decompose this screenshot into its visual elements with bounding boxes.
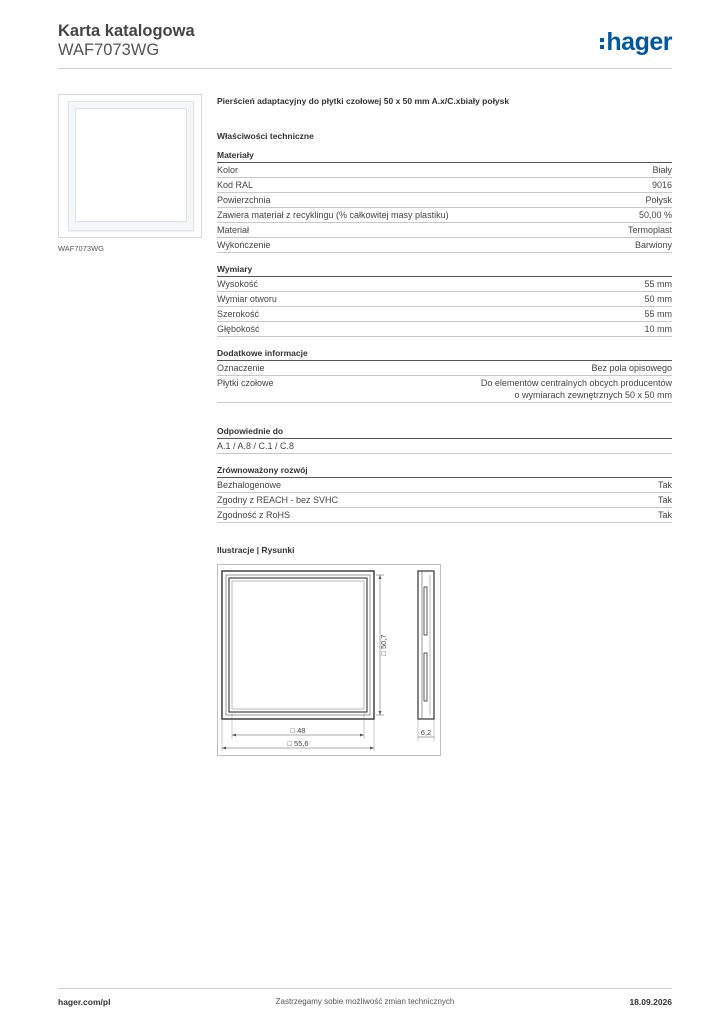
page-header [58, 22, 672, 70]
row-value: Połysk [645, 195, 672, 205]
product-title: Pierścień adaptacyjny do płytki czołowej 50 x 50 mm A.x/C.xbiały połysk [217, 96, 510, 106]
table-row [217, 292, 672, 307]
logo-dots-icon [600, 38, 604, 49]
table-row [217, 193, 672, 208]
section-materials [217, 149, 672, 253]
row-label: Wymiar otworu [217, 294, 277, 304]
row-label: Bezhalogenowe [217, 480, 282, 490]
header-divider [58, 68, 672, 69]
section-title: Wymiary [217, 263, 672, 277]
row-value: 50 mm [644, 294, 672, 304]
section-title: Materiały [217, 149, 672, 163]
table-row [217, 277, 672, 292]
row-label: Głębokość [217, 324, 260, 334]
row-label: Płytki czołowe [217, 378, 274, 388]
row-value: 50,00 % [638, 210, 672, 220]
section-compatible-with [217, 425, 672, 454]
row-value: Tak [657, 510, 672, 520]
table-row [217, 163, 672, 178]
row-label: Kod RAL [217, 180, 254, 190]
row-label: Zgodność z RoHS [217, 510, 291, 520]
table-row [217, 361, 672, 376]
row-value: 55 mm [644, 309, 672, 319]
row-value: Barwiony [634, 240, 672, 250]
row-value: 55 mm [644, 279, 672, 289]
footer-website-link[interactable]: hager.com/pl [58, 997, 111, 1007]
table-row [217, 376, 672, 403]
row-label: Powierzchnia [217, 195, 271, 205]
row-label: Szerokość [217, 309, 260, 319]
front-view [222, 571, 374, 719]
row-label: A.1 / A.8 / C.1 / C.8 [217, 441, 295, 451]
section-additional-info [217, 347, 672, 403]
logo-wordmark: hager [606, 28, 672, 56]
row-value: Do elementów centralnych obcych producentów o wymiarach zewnętrznych 50 x 50 mm [480, 378, 672, 400]
row-label: Oznaczenie [217, 363, 265, 373]
row-value: Biały [652, 165, 672, 175]
page-footer [58, 997, 672, 1009]
thumbnail-caption: WAF7073WG [58, 244, 104, 253]
table-row [217, 178, 672, 193]
depth-dimension [418, 719, 434, 741]
row-value: 9016 [651, 180, 672, 190]
section-title: Dodatkowe informacje [217, 347, 672, 361]
row-value: Tak [657, 480, 672, 490]
row-value: 10 mm [644, 324, 672, 334]
illustrations-heading: Ilustracje | Rysunki [217, 545, 295, 555]
section-title: Odpowiednie do [217, 425, 672, 439]
row-label: Kolor [217, 165, 239, 175]
row-label: Wysokość [217, 279, 258, 289]
table-row [217, 238, 672, 253]
row-value: Bez pola opisowego [591, 363, 672, 373]
height-dimension [376, 575, 388, 715]
row-label: Zgodny z REACH - bez SVHC [217, 495, 339, 505]
dim-inner-label: □ 48 [290, 726, 306, 735]
table-row [217, 439, 672, 454]
technical-content [217, 94, 672, 523]
section-sustainability [217, 464, 672, 523]
product-thumbnail [58, 94, 202, 238]
row-value: Tak [657, 495, 672, 505]
row-label: Materiał [217, 225, 250, 235]
hager-logo [600, 28, 672, 56]
dim-depth-label: 6,2 [420, 728, 432, 737]
dim-outer-label: □ 55,6 [287, 739, 309, 748]
row-label: Zawiera materiał z recyklingu (% całkowitej masy plastiku) [217, 210, 449, 220]
product-code: WAF7073WG [58, 41, 160, 59]
technical-drawing [217, 564, 441, 756]
tech-properties-heading: Właściwości techniczne [217, 131, 314, 141]
section-dimensions [217, 263, 672, 337]
document-title: Karta katalogowa [58, 22, 195, 40]
drawing-svg [218, 565, 440, 755]
dim-height-label: □ 50,7 [379, 634, 388, 656]
table-row [217, 322, 672, 337]
table-row [217, 508, 672, 523]
product-image [68, 101, 194, 231]
row-label: Wykończenie [217, 240, 271, 250]
table-row [217, 478, 672, 493]
footer-divider [58, 988, 672, 989]
side-view [418, 571, 434, 719]
section-title: Zrównoważony rozwój [217, 464, 672, 478]
table-row [217, 493, 672, 508]
table-row [217, 223, 672, 238]
footer-notice: Zastrzegamy sobie możliwość zmian technicznych [275, 997, 455, 1006]
table-row [217, 307, 672, 322]
footer-date: 18.09.2026 [629, 997, 672, 1007]
row-value: Termoplast [627, 225, 672, 235]
table-row [217, 208, 672, 223]
